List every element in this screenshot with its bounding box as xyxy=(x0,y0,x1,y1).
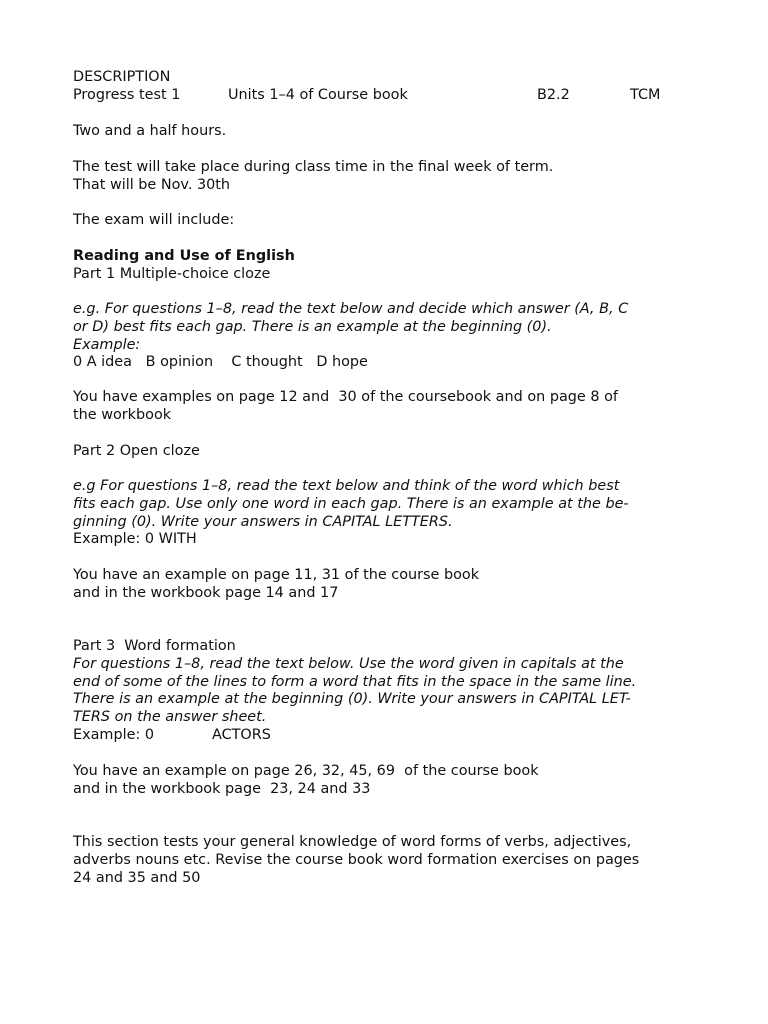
part1-reference-2: the workbook xyxy=(73,407,172,423)
test-code: TCM xyxy=(630,87,661,103)
part2-reference-1: You have an example on page 11, 31 of the course book xyxy=(73,567,480,583)
test-name: Progress test 1 xyxy=(73,87,181,103)
part1-example-label: Example: xyxy=(73,337,141,353)
part3-example-label: Example: 0 xyxy=(73,727,155,743)
section-title: Reading and Use of English xyxy=(73,248,295,264)
part3-example-row xyxy=(73,726,333,744)
part3-reference-1: You have an example on page 26, 32, 45, 69 of the course book xyxy=(73,763,539,779)
part1-instructions-2: or D) best fits each gap. There is an example at the beginning (0). xyxy=(73,319,552,335)
summary-line-3: 24 and 35 and 50 xyxy=(73,870,201,886)
part3-instructions-1: For questions 1–8, read the text below. Use the word given in capitals at the xyxy=(73,656,624,672)
part2-instructions-3: ginning (0). Write your answers in CAPITAL LETTERS. xyxy=(73,514,453,530)
summary-line-2: adverbs nouns etc. Revise the course book word formation exercises on pages xyxy=(73,852,640,868)
part1-example-answers: 0 A idea B opinion C thought D hope xyxy=(73,354,368,370)
part3-instructions-2: end of some of the lines to form a word that fits in the space in the same line. xyxy=(73,674,637,690)
part3-title: Part 3 Word formation xyxy=(73,638,236,654)
part3-instructions-3: There is an example at the beginning (0). Write your answers in CAPITAL LET- xyxy=(73,691,631,707)
part1-reference-1: You have examples on page 12 and 30 of the coursebook and on page 8 of xyxy=(73,389,618,405)
part2-title: Part 2 Open cloze xyxy=(73,443,200,459)
part3-example-answer: ACTORS xyxy=(212,727,271,743)
schedule-line-1: The test will take place during class time in the final week of term. xyxy=(73,159,554,175)
schedule-line-2: That will be Nov. 30th xyxy=(73,177,231,193)
test-duration: Two and a half hours. xyxy=(73,123,227,139)
part2-instructions-2: fits each gap. Use only one word in each gap. There is an example at the be- xyxy=(73,496,629,512)
summary-line-1: This section tests your general knowledge of word forms of verbs, adjectives, xyxy=(73,834,632,850)
part3-instructions-4: TERS on the answer sheet. xyxy=(73,709,267,725)
test-level: B2.2 xyxy=(537,87,570,103)
part1-instructions-1: e.g. For questions 1–8, read the text below and decide which answer (A, B, C xyxy=(73,301,629,317)
doc-title: DESCRIPTION xyxy=(73,69,171,85)
part2-reference-2: and in the workbook page 14 and 17 xyxy=(73,585,339,601)
test-info-row xyxy=(73,86,693,104)
part2-instructions-1: e.g For questions 1–8, read the text below and think of the word which best xyxy=(73,478,620,494)
part2-example: Example: 0 WITH xyxy=(73,531,197,547)
test-units: Units 1–4 of Course book xyxy=(228,87,408,103)
exam-intro: The exam will include: xyxy=(73,212,235,228)
part1-title: Part 1 Multiple-choice cloze xyxy=(73,266,271,282)
part3-reference-2: and in the workbook page 23, 24 and 33 xyxy=(73,781,371,797)
